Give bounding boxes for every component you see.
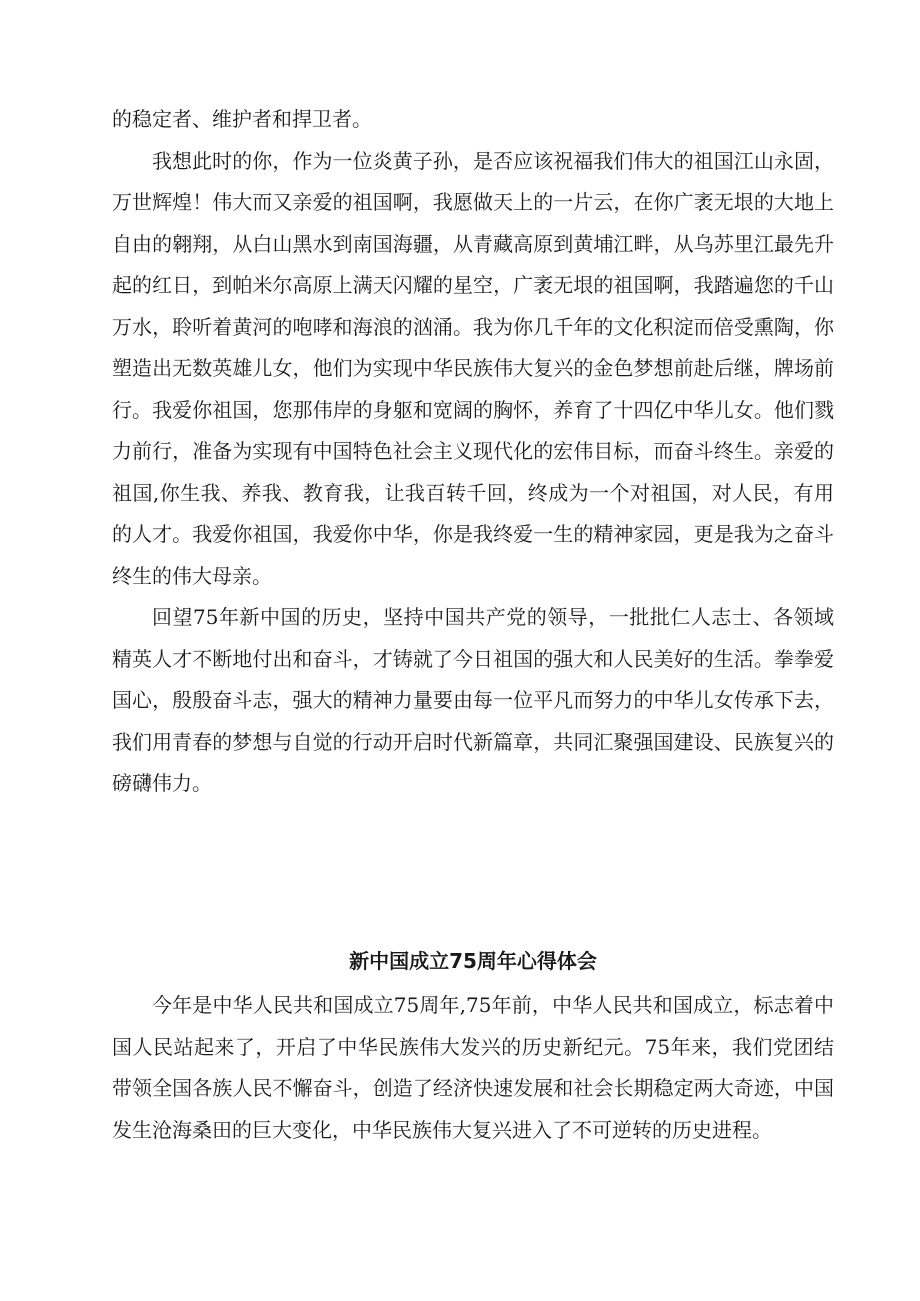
continuation-paragraph: 的稳定者、维护者和捍卫者。 bbox=[112, 107, 372, 131]
paragraph-motherland: 我想此时的你，作为一位炎黄子孙，是否应该祝福我们伟大的祖国江山永固，万世辉煌！伟大而又亲爱的祖国啊，我愿做天上的一片云，在你广袤无垠的大地上自由的翱翔，从白山黑水到南国海疆，从青藏高原到黄埔江畔，从乌苏里江最先升起的红日，到帕米尔高原上满天闪耀的星空，广袤无垠的祖国啊，我踏遍您的千山万水，聆听着黄河的咆哮和海浪的汹涌。我为你几千年的文化积淀而倍受熏陶，你塑造出无数英雄儿女，他们为实现中华民族伟大复兴的金色梦想前赴后继，牌场前行。我爱你祖国，您那伟岸的身躯和宽阔的胸怀，养育了十四亿中华儿女。他们戮力前行，准备为实现有中国特色社会主义现代化的宏伟目标，而奋斗终生。亲爱的祖国,你生我、养我、教育我，让我百转千回，终成为一个对祖国，对人民，有用的人才。我爱你祖国，我爱你中华，你是我终爱一生的精神家园，更是我为之奋斗终生的伟大母亲。 bbox=[112, 148, 834, 588]
section-heading: 新中国成立75周年心得体会 bbox=[349, 949, 597, 973]
body-section-2 bbox=[112, 985, 834, 1151]
body-section-1 bbox=[112, 99, 834, 805]
paragraph-look-back: 回望75年新中国的历史，坚持中国共产党的领导，一批批仁人志士、各领域精英人才不断地付出和奋斗，才铸就了今日祖国的强大和人民美好的生活。拳拳爱国心，殷殷奋斗志，强大的精神力量要由每一位平凡而努力的中华儿女传承下去，我们用青春的梦想与自觉的行动开启时代新篇章，共同汇聚强国建设、民族复兴的磅礴伟力。 bbox=[112, 605, 834, 795]
paragraph-anniversary: 今年是中华人民共和国成立75周年,75年前，中华人民共和国成立，标志着中国人民站起来了，开启了中华民族伟大发兴的历史新纪元。75年来，我们党团结带领全国各族人民不懈奋斗，创造了经济快速发展和社会长期稳定两大奇迹，中国发生沧海桑田的巨大变化，中华民族伟大复兴进入了不可逆转的历史进程。 bbox=[112, 993, 834, 1142]
